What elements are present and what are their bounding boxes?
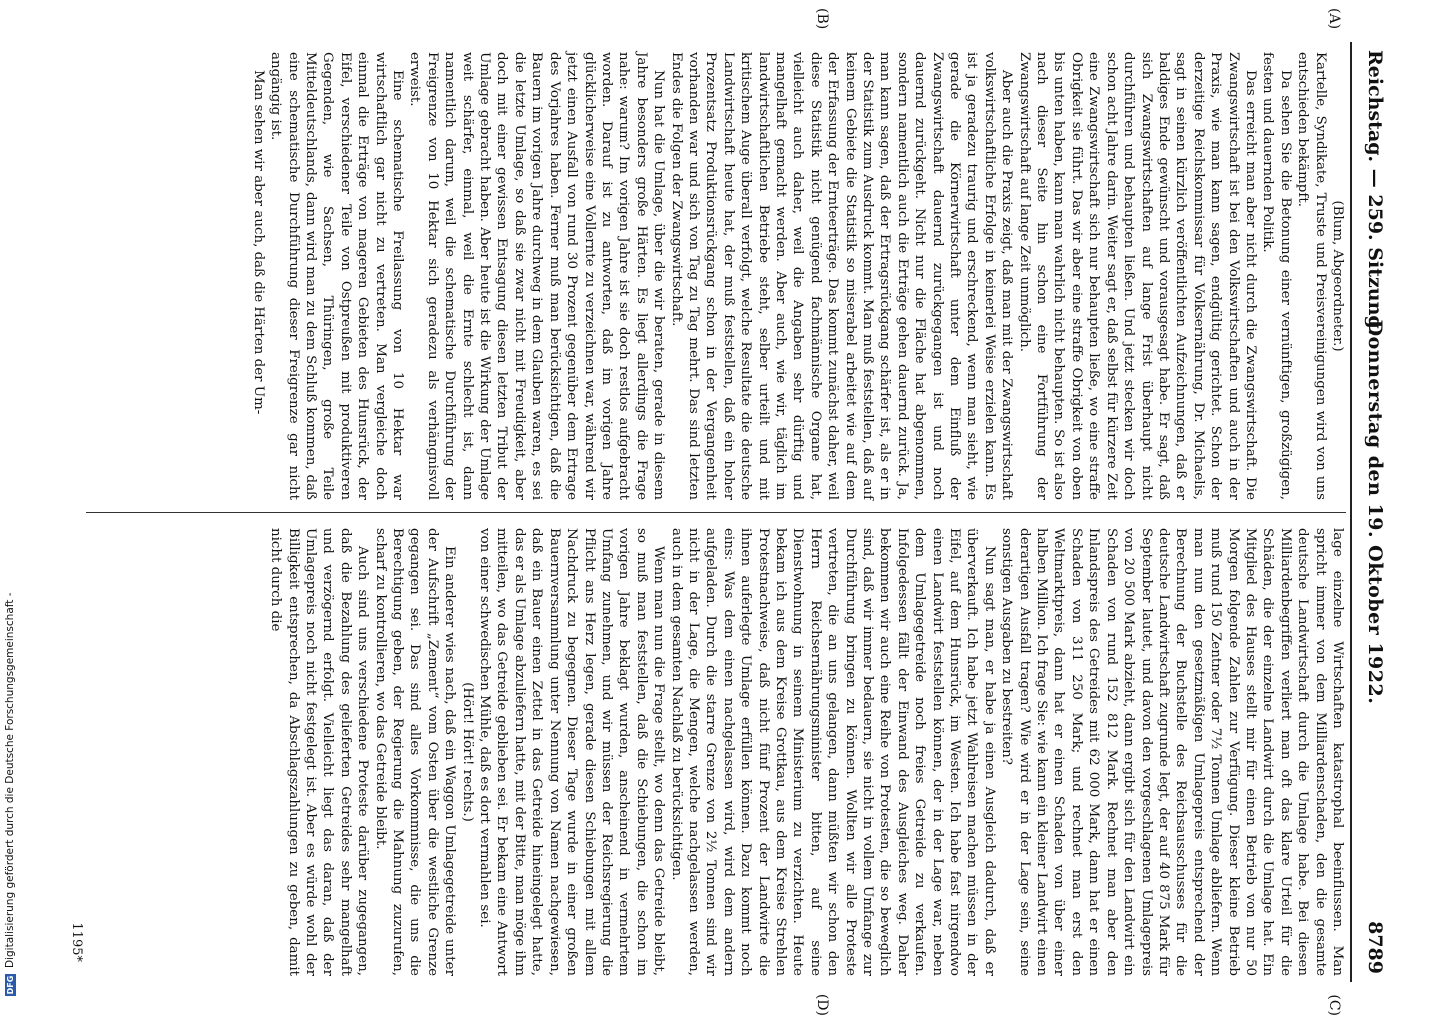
page-number: 8789 (1364, 921, 1386, 974)
interjection: (Hört! Hört! rechts.) (459, 682, 475, 822)
paragraph: Ein anderer wies nach, daß ein Waggon Umlagegetreide unter der Aufschrift „Zement“ vom Osten über die westliche Grenze gegangen sei. Das sind alles Vorkommnisse, die uns die Berechtigung geben, der Regierung die Mahnung zuzurufen, scharf zu kontrollieren, wo das Getreide bleibt. (372, 528, 458, 976)
paragraph: Auch sind uns verschiedene Proteste darüber zugegangen, daß die Bezahlung des gelieferten Getreides sehr mangelhaft und verzögernd erfolgt. Vielleicht liegt das daran, daß der Umlagepreis noch nicht festgelegt ist. Aber es würde wohl der Billigkeit entsprechen, da Abschlagszahlungen zu geben, damit nicht durch die (268, 528, 371, 976)
header-date: Donnerstag den 19. Oktober 1922. (1364, 319, 1386, 705)
margin-mark-b: (B) (814, 8, 830, 30)
paragraph: Aber auch die Praxis zeigt, daß man mit der Zwangswirtschaft volkswirtschaftliche Erfolge in keinerlei Weise erzielen kann. Es ist ja geradezu traurig und erschreckend, wenn man sieht, wie gerade die Körnerwirtschaft unter dem Einfluß der Zwangswirtschaft dauernd zurückgegangen ist und noch dauernd zurückgeht. Nicht nur die Fläche hat abgenommen, sondern namentlich auch die Erträge gehen dauernd zurück. Ja, man kann sagen, daß der Ertragsrückgang schärfer ist, als er in der Statistik zum Ausdruck kommt. Man muß feststellen, daß auf keinem Gebiete die Statistik so miserabel arbeitet wie auf dem der Erfassung der Ernteerträge. Das kommt zunächst daher, weil diese Statistik nicht genügend fachmännische Organe hat, vielleicht auch daher, weil die Angaben sehr dürftig und mangelhaft gemacht werden. Aber auch, wie wir, täglich im landwirtschaftlichen Betriebe steht, selber urteilt und mit kritischem Auge überall verfolgt, welche Resultate die deutsche Landwirtschaft heute hat, der muß feststellen, daß ein hoher Prozentsatz Produktionsrückgang schon in der Vergangenheit vorhanden war und sich von Tag zu Tag mehrt. Das sind letzten Endes die Folgen der Zwangswirtschaft. (668, 52, 1015, 500)
footer-number: 1195* (69, 922, 84, 962)
margin-mark-d: (D) (814, 993, 830, 1016)
text-column-right (86, 528, 1346, 976)
paragraph: Eine schematische Freilassung von 10 Hektar war wirtschaftlich gar nicht zu vertreten. Man vergleiche doch einmal die Erträge von mageren Gebieten des Hunsrück, der Eifel, verschiedener Teile von Ostpreußen mit produktiveren Gegenden, wie Sachsen, Thüringen, große Teile Mitteldeutschlands, dann wird man zu dem Schluß kommen, daß eine schematische Durchführung dieser Freigrenze gar nicht angängig ist. (268, 52, 406, 500)
paragraph: Kartelle, Syndikate, Truste und Preisvereinigungen wird von uns entschieden bekämpft. (1295, 52, 1328, 500)
header-title: Reichstag. — 259. Sitzung. (1364, 50, 1386, 336)
dfg-logo: DFG (5, 975, 15, 995)
header-rule (1350, 42, 1352, 982)
paragraph: Wenn man nun die Frage stellt, wo denn das Getreide bleibt, so muß man feststellen, daß die Schiebungen, die schon im vorigen Jahre beklagt wurden, anscheinend in vermehrtem Umfang zunehmen, und wir müssen der Reichsregierung die Pflicht ans Herz legen, gerade diesen Schiebungen mit allem Nachdruck zu begegnen. Dieser Tage wurde in einer großen Bauernversammlung unter Nennung von Namen nachgewiesen, daß ein Bauer einen Zettel in das Getreide hineingelegt hatte, das er als Umlage abzuliefern hatte, mit der Bitte, man möge ihm mitteilen, wo das Getreide geblieben sei. Er bekam eine Antwort von einer schwedischen Mühle, daß es dort vermahlen sei. (477, 528, 667, 976)
running-header (1354, 42, 1390, 982)
paragraph: Da sehen Sie die Betonung einer vernünftigen, großzügigen, festen und dauernden Politik. (1260, 52, 1293, 500)
paragraph: Das erreicht man aber nicht durch die Zwangswirtschaft. Die Zwangswirtschaft ist bei den Volkswirtschaften und auch in der Praxis, wie man kann sagen, endgültig gerichtet. Schon der derzeitige Reichskommissar für Volksernährung, Dr. Michaelis, sagt in seinen kürzlich veröffentlichten Aufzeichnungen, daß er baldiges Ende gewünscht und vorausgesagt habe. Er sagt, daß sich Zwangswirtschaften auf lange Frist überhaupt nicht durchführen und behaupten ließen. Und jetzt stecken wir doch schon acht Jahre darin. Weiter sagt er, daß selbst für kürzere Zeit eine Zwangswirtschaft sich nur behaupten ließe, wo eine straffe Obrigkeit sie führt. Das wir aber eine straffe Obrigkeit von oben bis unten haben, kann man wahrlich nicht behaupten. So ist also nach dieser Seite hin schon eine Fortführung der Zwangswirtschaft auf lange Zeit unmöglich. (1016, 52, 1258, 500)
digitization-note-text (4, 6, 20, 996)
digitization-note (0, 0, 22, 1000)
margin-mark-c: (C) (1326, 994, 1342, 1016)
funding-note: Digitalisierung gefördert durch die Deutsche Forschungsgemeinschaft - (4, 592, 16, 968)
paragraph: lage einzelne Wirtschaften katastrophal beeinflussen. Man spricht immer von dem Milliardenschaden, den die gesamte deutsche Landwirtschaft durch die Umlage habe. Bei diesen Milliardenbegriffen verliert man oft das klare Urteil für die Schäden, die der einzelne Landwirt durch die Umlage hat. Ein Mitglied des Hauses stellt mir für einen Betrieb von nur 50 Morgen folgende Zahlen zur Verfügung. Dieser kleine Betrieb muß rund 150 Zentner oder 7½ Tonnen Umlage abliefern. Wenn man nun den gesetzmäßigen Umlagepreis entsprechend der Berechnung der Buchstelle des Reichsausschusses für die deutsche Landwirtschaft zugrunde legt, der auf 40 875 Mark für September lautet, und davon den vorgeschlagenen Umlagepreis von 20 500 Mark abzieht, dann ergibt sich für den Landwirt ein Schaden von rund 152 812 Mark. Rechnet man aber den Inlandspreis des Getreides mit 62 000 Mark, dann hat er einen Schaden von 311 250 Mark; und rechnet man erst den Weltmarktpreis, dann hat er einen Schaden von über einer halben Million. Ich frage Sie: wie kann ein kleiner Landwirt einen derartigen Ausfall tragen? Wie wird er in der Lage sein, seine sonstigen Ausgaben zu bestreiten? (999, 528, 1345, 976)
margin-mark-a: (A) (1326, 8, 1342, 30)
text-column-left (86, 52, 1346, 500)
paragraph: Nun sagt man, er habe ja einen Ausgleich dadurch, daß er überverkauft. Ich habe jetzt Wahlreisen machen müssen in der Eifel, auf dem Hunsrück, im Westen. Ich habe fast nirgendwo einen Landwirt feststellen können, der in der Lage war, neben dem Umlagegetreide noch freies Getreide zu verkaufen. Infolgedessen fällt der Einwand des Ausgleiches weg. Daher bekommen wir auch eine Reihe von Protesten, die so beweglich sind, daß wir immer bedauern, sie nicht in vollem Umfange zur Durchführung bringen zu können. Wollten wir alle Proteste vertreten, die an uns gelangen, dann müßten wir schon den Herrn Reichsernährungsminister bitten, auf seine Dienstwohnung in seinem Ministerium zu verzichten. Heute bekam ich aus dem Kreise Grottkau, aus dem Kreise Strehlen Protestnachweise, daß nicht fünf Prozent der Landwirte die ihnen auferlegte Umlage erfüllen können. Dazu kommt noch eins: Was dem einen nachgelassen wird, wird dem andern aufgeladen. Durch die starre Grenze von 2½ Tonnen sind wir nicht in der Lage, die Mengen, welche nachgelassen werden, auch in dem gesamten Nachlaß zu berücksichtigen. (668, 528, 997, 976)
speaker-tag: (Blum, Abgeordneter.) (1330, 200, 1345, 352)
column-divider (86, 512, 1346, 513)
page-content-rotated (69, 8, 1390, 1016)
paragraph: Nun hat die Umlage, über die wir beraten, gerade in diesem Jahre besonders große Härten. Es liegt allerdings die Frage nahe: warum? Im vorigen Jahre ist sie doch restlos aufgebracht worden. Darauf ist zu antworten, daß im vorigen Jahre glücklicherweise eine Vollernte zu verzeichnen war, während wir jetzt einen Ausfall von rund 30 Prozent gegenüber dem Ertrage des Vorjahres haben. Ferner muß man berücksichtigen, daß die Bauern im vorigen Jahre durchweg in dem Glauben waren, es sei die letzte Umlage, so daß sie zwar nicht mit Freudigkeit, aber doch mit einer gewissen Entsagung diesen letzten Tribut der Umlage gebracht haben. Aber heute ist die Wirkung der Umlage weit schärfer, einmal, weil die Ernte schlecht ist, dann namentlich darum, weil die schematische Durchführung der Freigrenze von 10 Hektar sich geradezu als verhängnisvoll erweist. (407, 52, 667, 500)
paragraph: Man sehen wir aber auch, daß die Härten der Um- (250, 70, 266, 415)
